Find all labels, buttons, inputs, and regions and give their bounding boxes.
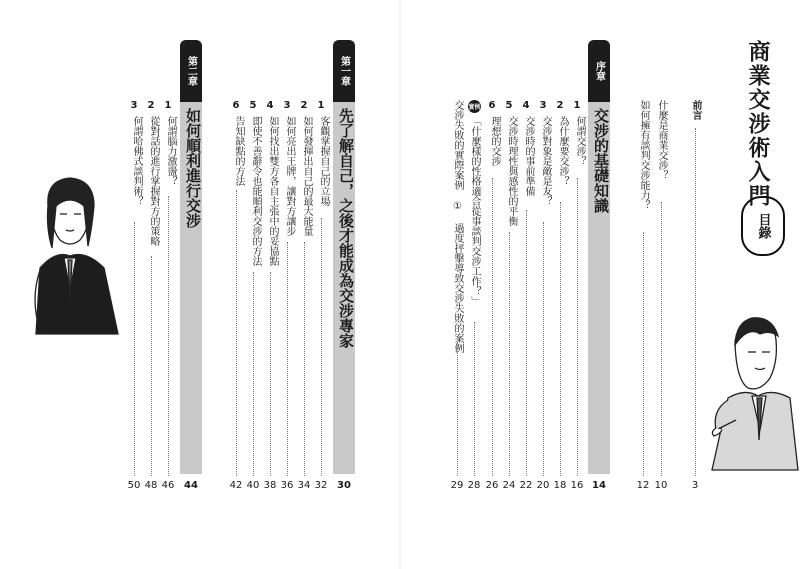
case-page: 28 <box>467 480 481 491</box>
chapter1-page-6: 42 <box>229 480 243 491</box>
prologue-item-2[interactable]: 為什麼要交涉？ <box>557 116 568 186</box>
chapter2-item-3[interactable]: 何謂哈佛式談判術？ <box>131 116 142 206</box>
prologue-item-4[interactable]: 交涉時的事前準備 <box>523 116 534 196</box>
chapter2-item-num-3: 3 <box>130 100 138 111</box>
prologue-item-1[interactable]: 何謂交涉？ <box>574 116 585 166</box>
chapter1-item-4[interactable]: 如何找出雙方各自主張中的妥協點 <box>267 116 278 266</box>
chapter1-item-num-2: 2 <box>300 100 308 111</box>
intro-page-1: 10 <box>654 480 668 491</box>
chapter2-title[interactable]: 如何順利進行交涉 <box>184 108 202 228</box>
prologue-title[interactable]: 交涉的基礎知識 <box>592 108 610 213</box>
chapter1-item-num-4: 4 <box>266 100 274 111</box>
chapter1-page-3: 36 <box>280 480 294 491</box>
chapter1-item-6[interactable]: 告知缺點的方法 <box>233 116 244 186</box>
chapter1-item-num-3: 3 <box>283 100 291 111</box>
prologue-page-1: 16 <box>570 480 584 491</box>
prologue-page: 14 <box>592 480 606 491</box>
preface-page: 3 <box>691 480 699 491</box>
chapter1-page-5: 40 <box>246 480 260 491</box>
chapter1-page-1: 32 <box>314 480 328 491</box>
chapter2-item-2[interactable]: 從對話的進行掌握對方的策略 <box>148 116 159 246</box>
chapter1-item-1[interactable]: 客觀掌握自己的立場 <box>318 116 329 206</box>
toc-label: 目錄 <box>755 213 771 239</box>
chapter2-item-num-1: 1 <box>164 100 172 111</box>
intro-item-1[interactable]: 什麼是商業交涉？ <box>656 100 667 180</box>
intro-item-2[interactable]: 如何擁有談判交涉能力？ <box>638 100 649 210</box>
prologue-item-6[interactable]: 理想的交涉 <box>489 116 500 166</box>
prologue-page-3: 20 <box>536 480 550 491</box>
chapter2-page-1: 46 <box>161 480 175 491</box>
prologue-page-4: 22 <box>519 480 533 491</box>
prologue-item-num-6: 6 <box>488 100 496 111</box>
prologue-tab: 序章 <box>588 40 610 102</box>
chapter1-item-num-1: 1 <box>317 100 325 111</box>
chapter2-page-2: 48 <box>144 480 158 491</box>
chapter1-title[interactable]: 先了解自己，之後才能成為交涉專家 <box>337 108 355 348</box>
prologue-item-num-4: 4 <box>522 100 530 111</box>
prologue-item-num-2: 2 <box>556 100 564 111</box>
prologue-item-num-1: 1 <box>573 100 581 111</box>
prologue-page-6: 26 <box>485 480 499 491</box>
case-badge: 實例 <box>468 100 481 113</box>
case-series-page: 29 <box>450 480 464 491</box>
chapter1-tab: 第一章 <box>333 40 355 102</box>
chapter2-page: 44 <box>184 480 198 491</box>
chapter1-page-2: 34 <box>297 480 311 491</box>
intro-page-2: 12 <box>636 480 650 491</box>
case-item[interactable]: 「什麼樣的性格適合從事談判交涉工作？」 <box>469 116 480 306</box>
prologue-item-num-5: 5 <box>505 100 513 111</box>
preface-label[interactable]: 前言 <box>690 100 701 120</box>
chapter2-item-1[interactable]: 何謂腦力激盪？ <box>165 116 176 186</box>
chapter1-page: 30 <box>337 480 351 491</box>
prologue-page-2: 18 <box>553 480 567 491</box>
chapter2-item-num-2: 2 <box>147 100 155 111</box>
chapter1-item-num-6: 6 <box>232 100 240 111</box>
prologue-item-num-3: 3 <box>539 100 547 111</box>
prologue-page-5: 24 <box>502 480 516 491</box>
chapter1-item-5[interactable]: 即使不善辭令也能順利交涉的方法 <box>250 116 261 266</box>
chapter1-item-2[interactable]: 如何發揮出自己的最大能量 <box>301 116 312 236</box>
chapter1-item-3[interactable]: 如何亮出王牌，讓對方讓步 <box>284 116 295 236</box>
chapter1-page-4: 38 <box>263 480 277 491</box>
case-series-item[interactable]: 交涉失敗的實際案例 ① 過度抨擊導致交涉失敗的案例 <box>452 100 463 353</box>
chapter1-item-num-5: 5 <box>249 100 257 111</box>
chapter2-tab: 第二章 <box>180 40 202 102</box>
prologue-item-5[interactable]: 交涉時理性與感性的平衡 <box>506 116 517 226</box>
prologue-item-3[interactable]: 交涉對象是敵是友？ <box>540 116 551 206</box>
chapter2-page-3: 50 <box>127 480 141 491</box>
book-title: 商業交涉術入門 <box>745 40 770 208</box>
